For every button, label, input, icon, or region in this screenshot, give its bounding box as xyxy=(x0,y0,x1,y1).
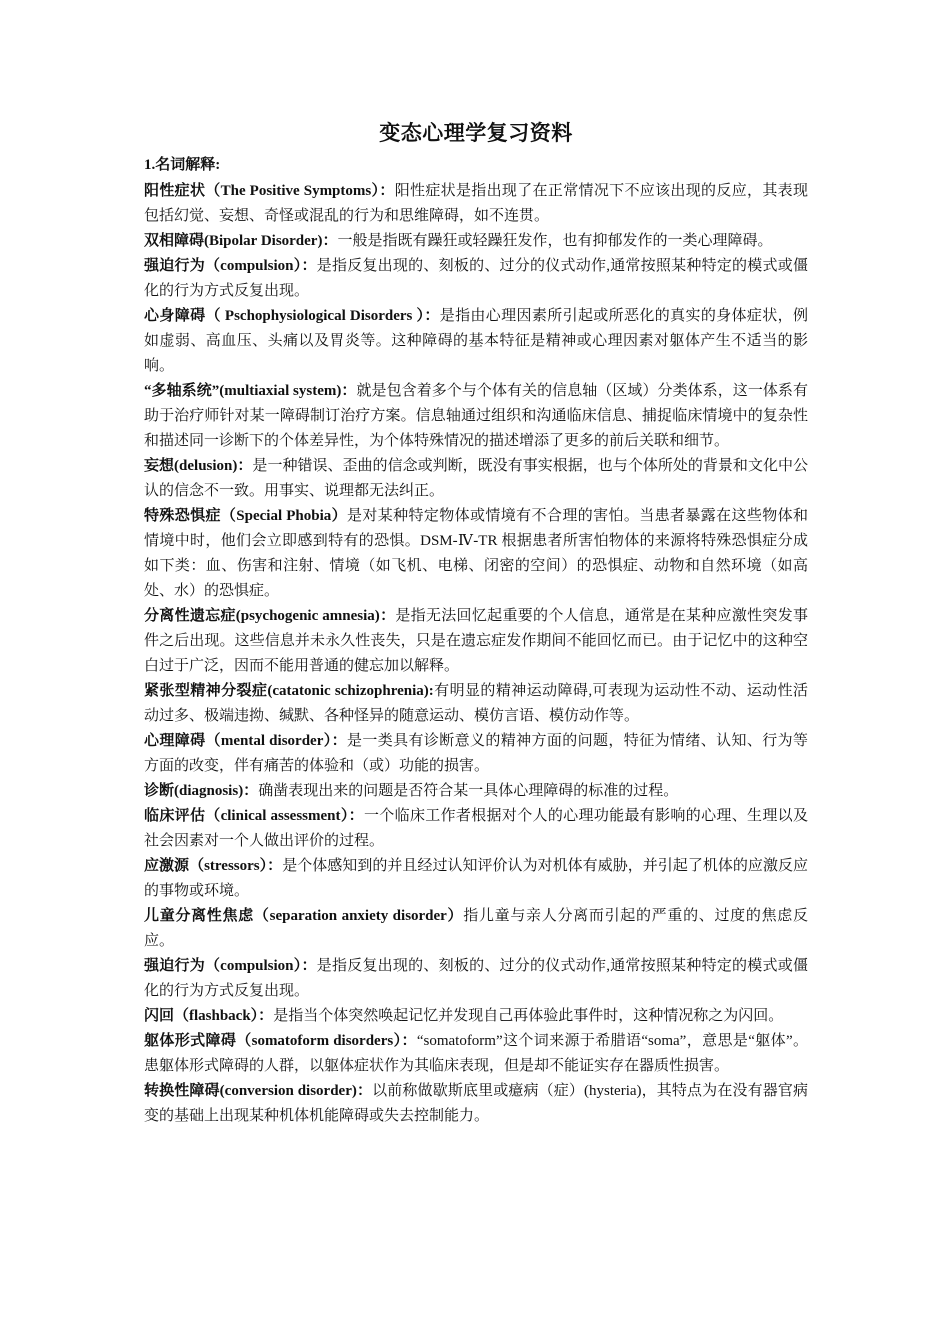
definition-entry xyxy=(144,454,808,504)
definition-entry xyxy=(144,954,808,1004)
definition-text: 一个临床工作者根据对个人的心理功能最有影响的心理、生理以及社会因素对一个人做出评价的过程。 xyxy=(144,808,808,849)
definition-term: 应激源（stressors）： xyxy=(144,858,283,874)
definition-text: 确凿表现出来的问题是否符合某一具体心理障碍的标准的过程。 xyxy=(258,783,679,799)
definition-entry xyxy=(144,804,808,854)
definition-entry xyxy=(144,904,808,954)
definition-term: 转换性障碍(conversion disorder)： xyxy=(144,1083,373,1099)
definition-entry xyxy=(144,254,808,304)
definition-text: 是个体感知到的并且经过认知评价认为对机体有威胁，并引起了机体的应激反应的事物或环境。 xyxy=(144,858,808,899)
definition-text: 是指无法回忆起重要的个人信息，通常是在某种应激性突发事件之后出现。这些信息并未永久性丧失，只是在遗忘症发作期间不能回忆而已。由于记忆中的这种空白过于广泛，因而不能用普通的健忘加以解释。 xyxy=(144,608,808,674)
definition-text: 是指反复出现的、刻板的、过分的仪式动作,通常按照某种特定的模式或僵化的行为方式反复出现。 xyxy=(144,258,808,299)
definition-term: 强迫行为（compulsion）： xyxy=(144,958,317,974)
definition-entry xyxy=(144,504,808,604)
definition-term: 闪回（flashback）： xyxy=(144,1008,274,1024)
definition-term: “多轴系统”(multiaxial system)： xyxy=(144,383,357,399)
definition-entry xyxy=(144,729,808,779)
definition-text: 是指反复出现的、刻板的、过分的仪式动作,通常按照某种特定的模式或僵化的行为方式反复出现。 xyxy=(144,958,808,999)
definition-text: 指儿童与亲人分离而引起的严重的、过度的焦虑反应。 xyxy=(144,908,808,949)
definition-entry xyxy=(144,604,808,679)
definition-term: 强迫行为（compulsion）： xyxy=(144,258,317,274)
definition-entry xyxy=(144,304,808,379)
definition-term: 分离性遗忘症(psychogenic amnesia)： xyxy=(144,608,396,624)
definition-term: 心理障碍（mental disorder）： xyxy=(144,733,347,749)
definition-term: 诊断(diagnosis)： xyxy=(144,783,259,799)
definition-term: 阳性症状（The Positive Symptoms）： xyxy=(144,183,395,199)
definition-entry xyxy=(144,179,808,229)
definition-term: 妄想(delusion)： xyxy=(144,458,253,474)
definition-text: 是对某种特定物体或情境有不合理的害怕。当患者暴露在这些物体和情境中时，他们会立即感到特有的恐惧。DSM-Ⅳ-TR 根据患者所害怕物体的来源将特殊恐惧症分成如下类：血、伤害和注射、情境（如飞机、电梯、闭密的空间）的恐惧症、动物和自然环境（如高处、水）的恐惧症。 xyxy=(144,508,808,599)
section-heading: 1.名词解释: xyxy=(144,157,221,173)
definition-entry xyxy=(144,1004,808,1029)
definition-text: 阳性症状是指出现了在正常情况下不应该出现的反应，其表现包括幻觉、妄想、奇怪或混乱的行为和思维障碍，如不连贯。 xyxy=(144,183,808,224)
definition-text: “somatoform”这个词来源于希腊语“soma”，意思是“躯体”。患躯体形式障碍的人群，以躯体症状作为其临床表现，但是却不能证实存在器质性损害。 xyxy=(144,1033,808,1074)
definition-entry xyxy=(144,1079,808,1129)
document-page xyxy=(144,118,808,1129)
definition-text: 是指由心理因素所引起或所恶化的真实的身体症状，例如虚弱、高血压、头痛以及胃炎等。这种障碍的基本特征是精神或心理因素对躯体产生不适当的影响。 xyxy=(144,308,808,374)
definition-text: 就是包含着多个与个体有关的信息轴（区域）分类体系，这一体系有助于治疗师针对某一障碍制订治疗方案。信息轴通过组织和沟通临床信息、捕捉临床情境中的复杂性和描述同一诊断下的个体差异性，为个体特殊情况的描述增添了更多的前后关联和细节。 xyxy=(144,383,808,449)
definition-text: 以前称做歇斯底里或癔病（症）(hysteria)，其特点为在没有器官病变的基础上出现某种机体机能障碍或失去控制能力。 xyxy=(144,1083,808,1124)
definition-text: 是一种错误、歪曲的信念或判断，既没有事实根据，也与个体所处的背景和文化中公认的信念不一致。用事实、说理都无法纠正。 xyxy=(144,458,808,499)
definition-entry xyxy=(144,229,808,254)
definition-term: 临床评估（clinical assessment）： xyxy=(144,808,364,824)
definition-term: 双相障碍(Bipolar Disorder)： xyxy=(144,233,338,249)
definition-entry xyxy=(144,779,808,804)
document-title: 变态心理学复习资料 xyxy=(379,121,573,145)
definition-text: 有明显的精神运动障碍,可表现为运动性不动、运动性活动过多、极端违拗、缄默、各种怪异的随意运动、模仿言语、模仿动作等。 xyxy=(144,683,808,724)
definition-term: 儿童分离性焦虑（separation anxiety disorder） xyxy=(144,908,464,924)
definition-entry xyxy=(144,854,808,904)
definition-entry xyxy=(144,1029,808,1079)
definition-entry xyxy=(144,679,808,729)
definition-list xyxy=(144,179,808,1129)
definition-text: 是一类具有诊断意义的精神方面的问题，特征为情绪、认知、行为等方面的改变，伴有痛苦的体验和（或）功能的损害。 xyxy=(144,733,808,774)
definition-text: 一般是指既有躁狂或轻躁狂发作，也有抑郁发作的一类心理障碍。 xyxy=(337,233,773,249)
definition-entry xyxy=(144,379,808,454)
definition-term: 特殊恐惧症（Special Phobia） xyxy=(144,508,348,524)
definition-term: 躯体形式障碍（somatoform disorders）： xyxy=(144,1033,417,1049)
definition-term: 紧张型精神分裂症(catatonic schizophrenia): xyxy=(144,683,434,699)
definition-term: 心身障碍（ Pschophysiological Disorders ）： xyxy=(144,308,440,324)
definition-text: 是指当个体突然唤起记忆并发现自己再体验此事件时，这种情况称之为闪回。 xyxy=(273,1008,784,1024)
